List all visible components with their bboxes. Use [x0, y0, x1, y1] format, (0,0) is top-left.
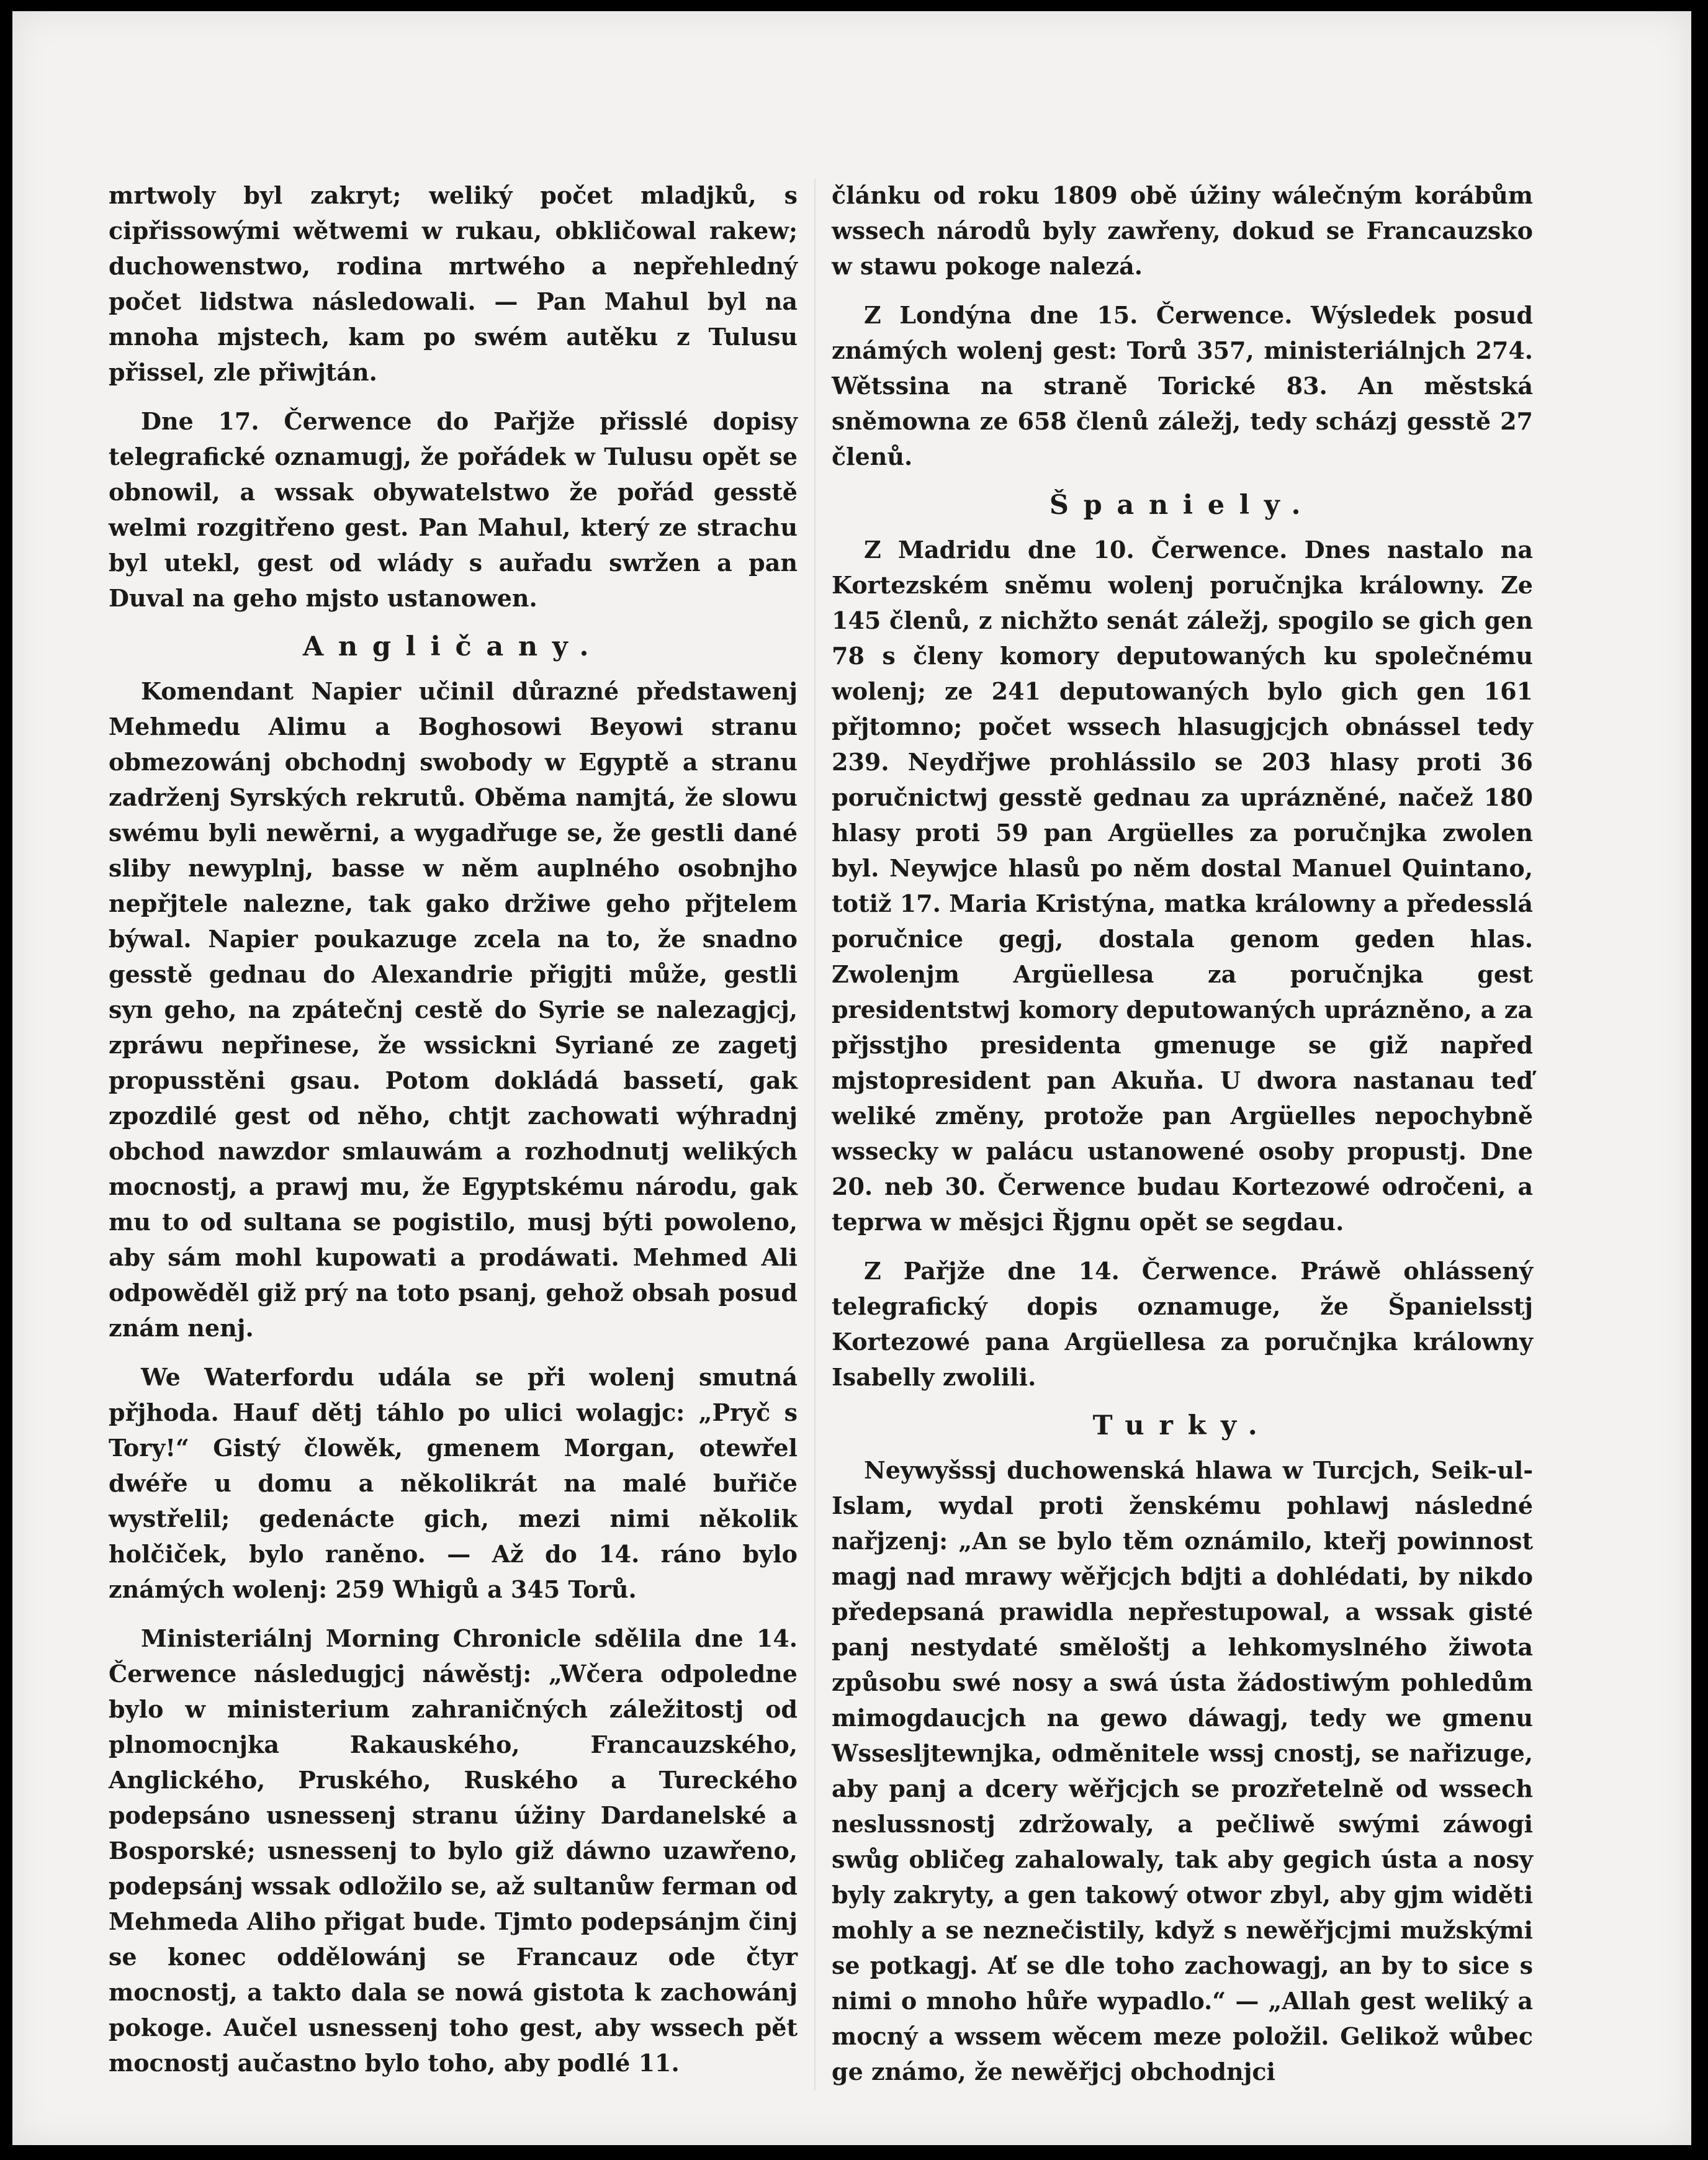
- right-column: [832, 178, 1533, 2103]
- article-paragraph: Dne 17. Čerwence do Pařjže přisslé dopisy telegrafické oznamugj, že pořádek w Tulusu opět se obnowil, a wssak obywatelstwo že pořád gesstě welmi rozgitřeno gest. Pan Mahul, který ze strachu byl utekl, gest od wlády s auřadu swržen a pan Duval na geho mjsto ustanowen.: [109, 407, 798, 612]
- section-heading: Turky.: [1092, 1410, 1272, 1441]
- newspaper-page: [12, 11, 1691, 2145]
- article-paragraph: Neywyšssj duchowenská hlawa w Turcjch, Seik-ul-Islam, wydal proti ženskému pohlawj následné nařjzenj: „An se bylo těm oznámilo, kteřj powinnost magj nad mrawy wěřjcjch bdjti a dohlédati, by nikdo předepsaná prawidla nepřestupowal, a wssak gisté panj nestydaté směloštj a lehkomyslného žiwota způsobu swé nosy a swá ústa žádostiwým pohledům mimogdaucjch na gewo dáwagj, tedy we gmenu Wssesljtewnjka, odměnitele wssj cnostj, se nařizuge, aby panj a dcery wěřjcjch se prozřetelně od wssech neslussnostj zdržowaly, a pečliwě swými záwogi swůg obličeg zahalowaly, tak aby gegich ústa a nosy byly zakryty, a gen takowý otwor zbyl, aby gjm widěti mohly a se neznečistily, když s newěřjcjmi mužskými se potkagj. Ať se dle toho zachowagj, an by to sice s nimi o mnoho hůře wypadlo.“ — „Allah gest weliký a mocný a wssem wěcem meze položil. Gelikož wůbec ge známo, že newěřjcj obchodnjci: [832, 1456, 1533, 2086]
- article-paragraph: Z Madridu dne 10. Čerwence. Dnes nastalo na Kortezském sněmu wolenj poručnjka králowny. Ze 145 členů, z nichžto senát záležj, spogilo se gich gen 78 s členy komory deputowaných ku společnému wolenj; ze 241 deputowaných bylo gich gen 161 přjtomno; počet wssech hlasugjcjch obnássel tedy 239. Neydřjwe prohlássilo se 203 hlasy proti 36 poručnictwj gesstě gednau za uprázněné, načež 180 hlasy proti 59 pan Argüelles za poručnjka zwolen byl. Neywjce hlasů po něm dostal Manuel Quintano, totiž 17. Maria Kristýna, matka králowny a předesslá poručnice gegj, dostala genom geden hlas. Zwolenjm Argüellesa za poručnjka gest presidentstwj komory deputowaných uprázněno, a za přjsstjho presidenta gmenuge se giž napřed mjstopresident pan Akuňa. U dwora nastanau teď weliké změny, protože pan Argüelles nepochybně wssecky w palácu ustanowené osoby propustj. Dne 20. neb 30. Čerwence budau Kortezowé odročeni, a teprwa w měsjci Řjgnu opět se segdau.: [832, 536, 1533, 1236]
- section-heading: Angličany.: [302, 631, 604, 662]
- article-paragraph: Z Londýna dne 15. Čerwence. Wýsledek posud známých wolenj gest: Torů 357, ministeriálnjch 274. Wětssina na straně Torické 83. An městská sněmowna ze 658 členů záležj, tedy scházj gesstě 27 členů.: [832, 301, 1533, 470]
- article-paragraph: Ministeriálnj Morning Chronicle sdělila dne 14. Čerwence následugjcj náwěstj: „Wčera odpoledne bylo w ministerium zahraničných záležitostj od plnomocnjka Rakauského, Francauzského, Anglického, Pruského, Ruského a Tureckého podepsáno usnessenj stranu úžiny Dardanelské a Bosporské; usnessenj to bylo giž dáwno uzawřeno, podepsánj wssak odložilo se, až sultanůw ferman od Mehmeda Aliho přigat bude. Tjmto podepsánjm činj se konec oddělowánj se Francauz ode čtyr mocnostj, a takto dala se nowá gistota k zachowánj pokoge. Aučel usnessenj toho gest, aby wssech pět mocnostj aučastno bylo toho, aby podlé 11.: [109, 1624, 798, 2077]
- column-divider: [814, 179, 816, 2090]
- left-column: [109, 178, 798, 2094]
- continued-paragraph: mrtwoly byl zakryt; weliký počet mladjků, s cipřissowými wětwemi w rukau, obkličowal rakew; duchowenstwo, rodina mrtwého a nepřehledný počet lidstwa následowali. — Pan Mahul byl na mnoha mjstech, kam po swém autěku z Tulusu přissel, zle přiwjtán.: [109, 181, 798, 386]
- continued-paragraph: článku od roku 1809 obě úžiny wálečným korábům wssech národů byly zawřeny, dokud se Francauzsko w stawu pokoge nalezá.: [832, 181, 1533, 280]
- article-paragraph: Z Pařjže dne 14. Čerwence. Práwě ohlássený telegrafický dopis oznamuge, že Španielsstj Kortezowé pana Argüellesa za poručnjka králowny Isabelly zwolili.: [832, 1257, 1533, 1391]
- section-heading: Španiely.: [1049, 490, 1316, 521]
- article-paragraph: Komendant Napier učinil důrazné předstawenj Mehmedu Alimu a Boghosowi Beyowi stranu obmezowánj obchodnj swobody w Egyptě a stranu zadrženj Syrských rekrutů. Oběma namjtá, že slowu swému byli newěrni, a wygadřuge se, že gestli dané sliby newyplnj, basse w něm auplného osobnjho nepřjtele nalezne, tak gako držiwe geho přjtelem býwal. Napier poukazuge zcela na to, že snadno gesstě gednau do Alexandrie přigjti může, gestli syn geho, na zpátečnj cestě do Syrie se nalezagjcj, zpráwu nepřinese, že wssickni Syriané ze zagetj propusstěni gsau. Potom dokládá bassetí, gak zpozdilé gest od něho, chtjt zachowati wýhradnj obchod nawzdor smlauwám a rozhodnutj welikých mocnostj, a prawj mu, že Egyptskému národu, gak mu to od sultana se pogistilo, musj býti powoleno, aby sám mohl kupowati a prodáwati. Mehmed Ali odpowěděl giž prý na toto psanj, gehož obsah posud znám nenj.: [109, 677, 798, 1342]
- article-paragraph: We Waterfordu udála se při wolenj smutná přjhoda. Hauf dětj táhlo po ulici wolagjc: „Pryč s Tory!“ Gistý člowěk, gmenem Morgan, otewřel dwéře u domu a několikrát na malé buřiče wystřelil; gedenácte gich, mezi nimi několik holčiček, bylo raněno. — Až do 14. ráno bylo známých wolenj: 259 Whigů a 345 Torů.: [109, 1363, 798, 1603]
